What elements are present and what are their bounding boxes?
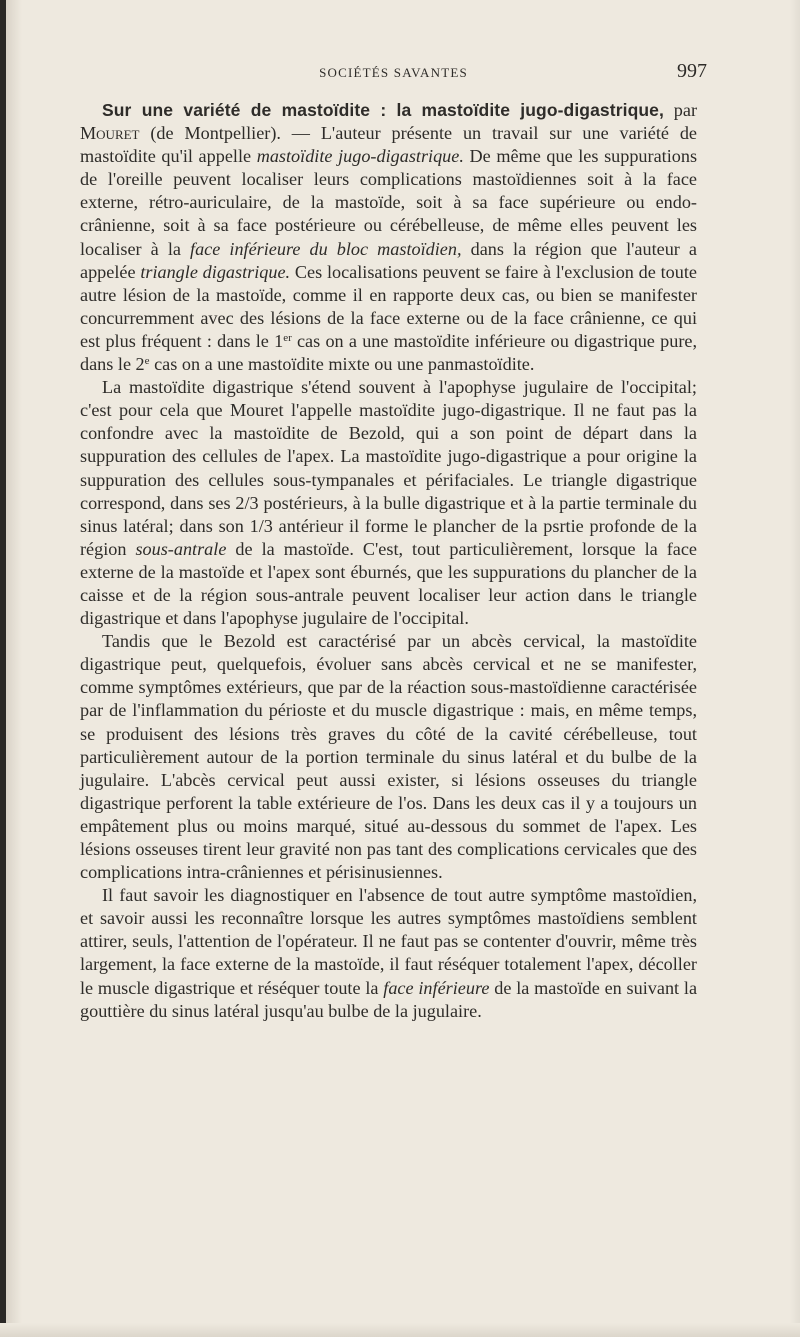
article-body <box>80 99 697 1023</box>
p2-region-term: sous-antrale <box>135 538 227 559</box>
p1-text-d: cas on a une mastoïdite inférieure ou digastrique pure, dans le 2 <box>80 330 697 375</box>
p4-text-a: Il faut savoir les diagnostiquer en l'absence de tout autre symptôme mastoïdien, et savoir aussi les reconnaître lorsque les autres symptômes mastoïdiens semblent attirer, seuls, l'attention de l'opérateur. Il ne faut pas se contenter d'ouvrir, même très largement, la face externe de la mastoïde, il faut réséquer totalement l'apex, décoller le muscle digastrique et réséquer toute la <box>80 885 697 998</box>
author-name: Mouret <box>80 123 140 144</box>
p1-face-term: face inférieure du bloc mastoïdien, <box>190 238 462 259</box>
p4-text-b: de la mastoïde en suivant la gouttière du sinus latéral jusqu'au bulbe de la jugulaire. <box>80 977 698 1021</box>
page-shadow <box>6 0 22 1337</box>
p1-triangle-term: triangle digastrique. <box>140 261 291 282</box>
paragraph-2 <box>80 376 697 630</box>
page-bottom-edge <box>0 1323 800 1337</box>
p1-text-b: dans la région que l'auteur a appelée <box>80 238 698 282</box>
paragraph-intro <box>80 99 697 376</box>
p1-text-c: Ces localisations peuvent se faire à l'exclusion de toute autre lésion de la mastoïde, comme il en rapporte deux cas, ou bien se manifester concurremment avec des lésions de la face externe ou de la face crânienne, ce qui est plus fréquent : dans le 1 <box>80 261 697 351</box>
p1-superscript-e: e <box>144 355 150 368</box>
p2-text-b: de la mastoïde. C'est, tout particulièrement, lorsque la face externe de la mastoïde et l'apex sont éburnés, que les suppurations du plancher de la caisse et de la région sous-antrale peuvent localiser leur action dans le triangle digastrique et dans l'apophyse jugulaire de l'occipital. <box>80 538 697 629</box>
p1-text-a: De même que les suppurations de l'oreille peuvent localiser leurs complications mastoïdiennes soit à la face externe, rétro-auriculaire, de la mastoïde, soit à sa face supérieure ou endo-crânienne, soit à sa face postérieure ou cérébelleuse, de même elles peuvent les localiser à la <box>80 146 698 259</box>
paragraph-4 <box>80 884 697 1023</box>
page-number: 997 <box>677 60 707 82</box>
paragraph-3: Tandis que le Bezold est caractérisé par un abcès cervical, la mastoïdite digastrique peut, quelquefois, évoluer sans abcès cervical et ne se manifester, comme symptômes extérieurs, que par de la réaction sous-mastoïdienne caractérisée par de l'inflammation du périoste et du muscle digastrique : mais, en même temps, se produisent des lésions très graves du côté de la cavité cérébelleuse, tout particulièrement autour de la portion terminale du sinus latéral et du bulbe de la jugulaire. L'abcès cervical peut aussi exister, si lésions osseuses du triangle digastrique perforent la table extérieure de l'os. Dans les deux cas il y a toujours un empâtement plus ou moins marqué, situé au-dessous du sommet de l'apex. Les lésions osseuses tirent leur gravité non pas tant des complications cervicales que des complications intra-crâniennes et périsinusiennes. <box>80 631 697 883</box>
article-title: Sur une variété de mastoïdite : la mastoïdite jugo-digastrique, <box>102 100 664 120</box>
p1-superscript-er: er <box>283 331 292 344</box>
page-header <box>80 60 707 90</box>
running-head: SOCIÉTÉS SAVANTES <box>319 65 468 80</box>
p4-face-term: face inférieure <box>383 977 490 998</box>
byline-prefix: par <box>673 100 698 120</box>
affiliation-text: (de Montpellier). — L'auteur présente un travail sur une variété de mastoïdite qu'il appelle <box>80 123 697 167</box>
term-name: mastoïdite jugo-digastrique. <box>256 146 464 167</box>
p2-text-a: La mastoïdite digastrique s'étend souvent à l'apophyse jugulaire de l'occipital; c'est pour cela que Mouret l'appelle mastoïdite jugo-digastrique. Il ne faut pas la confondre avec la mastoïdite de Bezold, qui a son point de départ dans la suppuration des cellules de l'apex. La mastoïdite jugo-digastrique a pour origine la suppuration des cellules sous-tympanales et périfaciales. Le triangle digastrique correspond, dans ses 2/3 postérieurs, à la bulle digastrique et à la partie terminale du sinus latéral; dans son 1/3 antérieur il forme le plancher de la psrtie profonde de la région <box>80 377 697 559</box>
page-right-edge <box>790 0 800 1337</box>
p1-text-e: cas on a une mastoïdite mixte ou une panmastoïdite. <box>154 354 535 375</box>
